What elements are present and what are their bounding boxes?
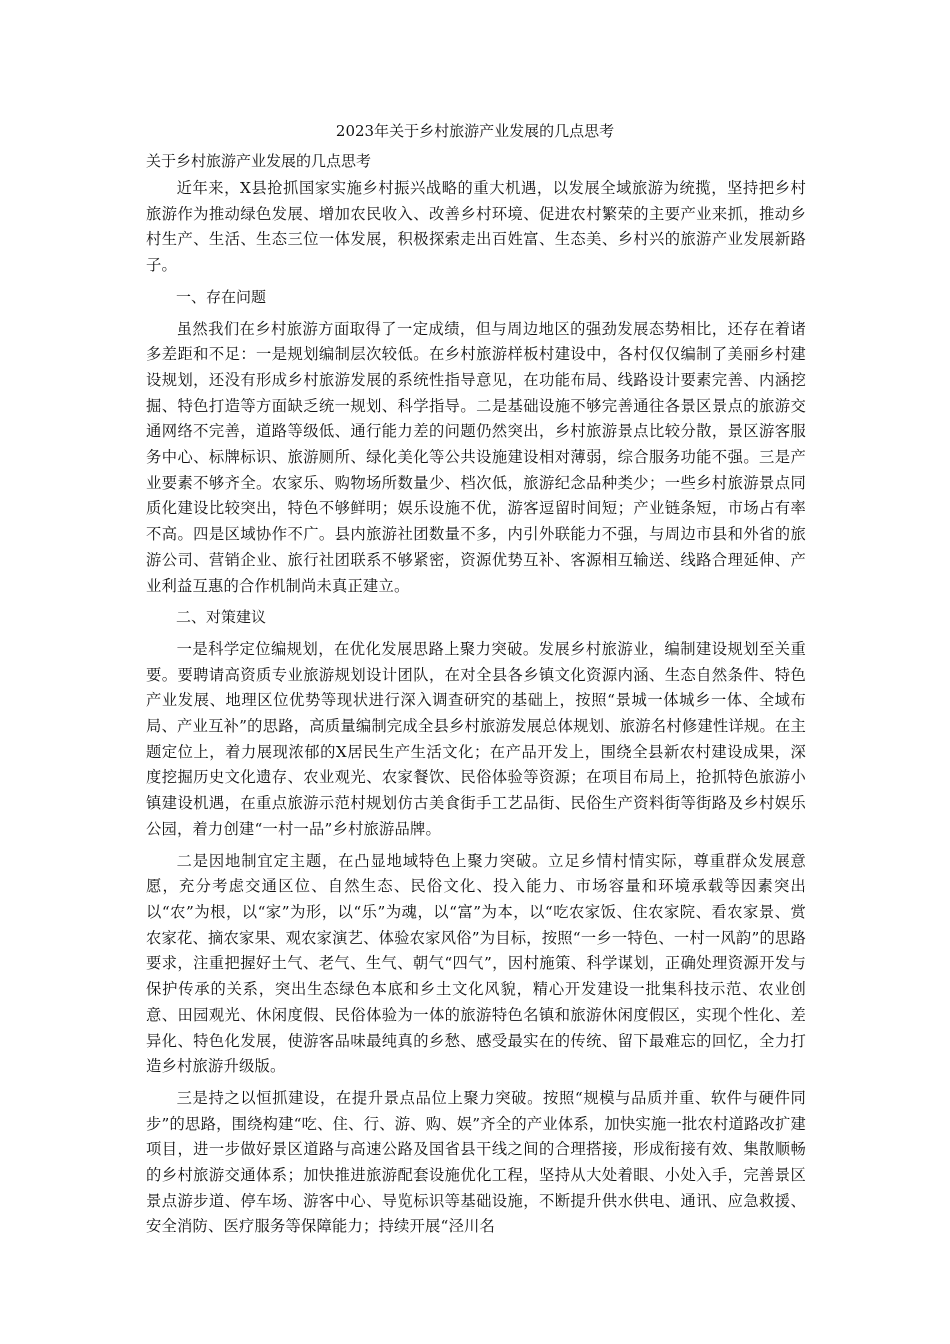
document-body xyxy=(146,176,806,1246)
suggestion-paragraph-1: 一是科学定位编规划，在优化发展思路上聚力突破。发展乡村旅游业，编制建设规划至关重要。要聘请高资质专业旅游规划设计团队，在对全县各乡镇文化资源内涵、生态自然条件、特色产业发展、地理区位优势等现状进行深入调查研究的基础上，按照“景城一体城乡一体、全域布局、产业互补”的思路，高质量编制完成全县乡村旅游发展总体规划、旅游名村修建性详规。在主题定位上，着力展现浓郁的X居民生产生活文化；在产品开发上，围绕全县新农村建设成果，深度挖掘历史文化遗存、农业观光、农家餐饮、民俗体验等资源；在项目布局上，抢抓特色旅游小镇建设机遇，在重点旅游示范村规划仿古美食街手工艺品街、民俗生产资料街等街路及乡村娱乐公园，着力创建“一村一品”乡村旅游品牌。 xyxy=(146,639,806,838)
section-heading-problems: 一、存在问题 xyxy=(176,287,267,306)
problems-paragraph: 虽然我们在乡村旅游方面取得了一定成绩，但与周边地区的强劲发展态势相比，还存在着诸多差距和不足：一是规划编制层次较低。在乡村旅游样板村建设中，各村仅仅编制了美丽乡村建设规划，还没有形成乡村旅游发展的系统性指导意见，在功能布局、线路设计要素完善、内涵挖掘、特色打造等方面缺乏统一规划、科学指导。二是基础设施不够完善通往各景区景点的旅游交通网络不完善，道路等级低、通行能力差的问题仍然突出，乡村旅游景点比较分散，景区游客服务中心、标牌标识、旅游厕所、绿化美化等公共设施建设相对薄弱，综合服务功能不强。三是产业要素不够齐全。农家乐、购物场所数量少、档次低，旅游纪念品种类少；一些乡村旅游景点同质化建设比较突出，特色不够鲜明；娱乐设施不优，游客逗留时间短；产业链条短，市场占有率不高。四是区域协作不广。县内旅游社团数量不多，内引外联能力不强，与周边市县和外省的旅游公司、营销企业、旅行社团联系不够紧密，资源优势互补、客源相互输送、线路合理延伸、产业利益互惠的合作机制尚未真正建立。 xyxy=(146,319,806,595)
document-subtitle: 关于乡村旅游产业发展的几点思考 xyxy=(146,152,372,170)
section-heading-suggestions: 二、对策建议 xyxy=(176,608,267,627)
suggestion-paragraph-3: 三是持之以恒抓建设，在提升景点品位上聚力突破。按照“规模与品质并重、软件与硬件同步”的思路，围绕构建“吃、住、行、游、购、娱”齐全的产业体系，加快实施一批农村道路改扩建项目，进一步做好景区道路与高速公路及国省县干线之间的合理搭接，形成衔接有效、集散顺畅的乡村旅游交通体系；加快推进旅游配套设施优化工程，坚持从大处着眼、小处入手，完善景区景点游步道、停车场、游客中心、导览标识等基础设施，不断提升供水供电、通讯、应急救援、安全消防、医疗服务等保障能力；持续开展“泾川名 xyxy=(146,1088,806,1236)
suggestion-paragraph-2: 二是因地制宜定主题，在凸显地域特色上聚力突破。立足乡情村情实际，尊重群众发展意愿，充分考虑交通区位、自然生态、民俗文化、投入能力、市场容量和环境承载等因素突出以“农”为根，以“家”为形，以“乐”为魂，以“富”为本，以“吃农家饭、住农家院、看农家景、赏农家花、摘农家果、观农家演艺、体验农家风俗”为目标，按照“一乡一特色、一村一风韵”的思路要求，注重把握好土气、老气、生气、朝气“四气”，因村施策、科学谋划，正确处理资源开发与保护传承的关系，突出生态绿色本底和乡土文化风貌，精心开发建设一批集科技示范、农业创意、田园观光、休闲度假、民俗体验为一体的旅游特色名镇和旅游休闲度假区，实现个性化、差异化、特色化发展，使游客品味最纯真的乡愁、感受最实在的传统、留下最难忘的回忆，全力打造乡村旅游升级版。 xyxy=(146,851,806,1076)
intro-paragraph: 近年来，X县抢抓国家实施乡村振兴战略的重大机遇，以发展全域旅游为统揽，坚持把乡村旅游作为推动绿色发展、增加农民收入、改善乡村环境、促进农村繁荣的主要产业来抓，推动乡村生产、生活、生态三位一体发展，积极探索走出百姓富、生态美、乡村兴的旅游产业发展新路子。 xyxy=(146,179,806,275)
document-title: 2023年关于乡村旅游产业发展的几点思考 xyxy=(335,122,615,140)
